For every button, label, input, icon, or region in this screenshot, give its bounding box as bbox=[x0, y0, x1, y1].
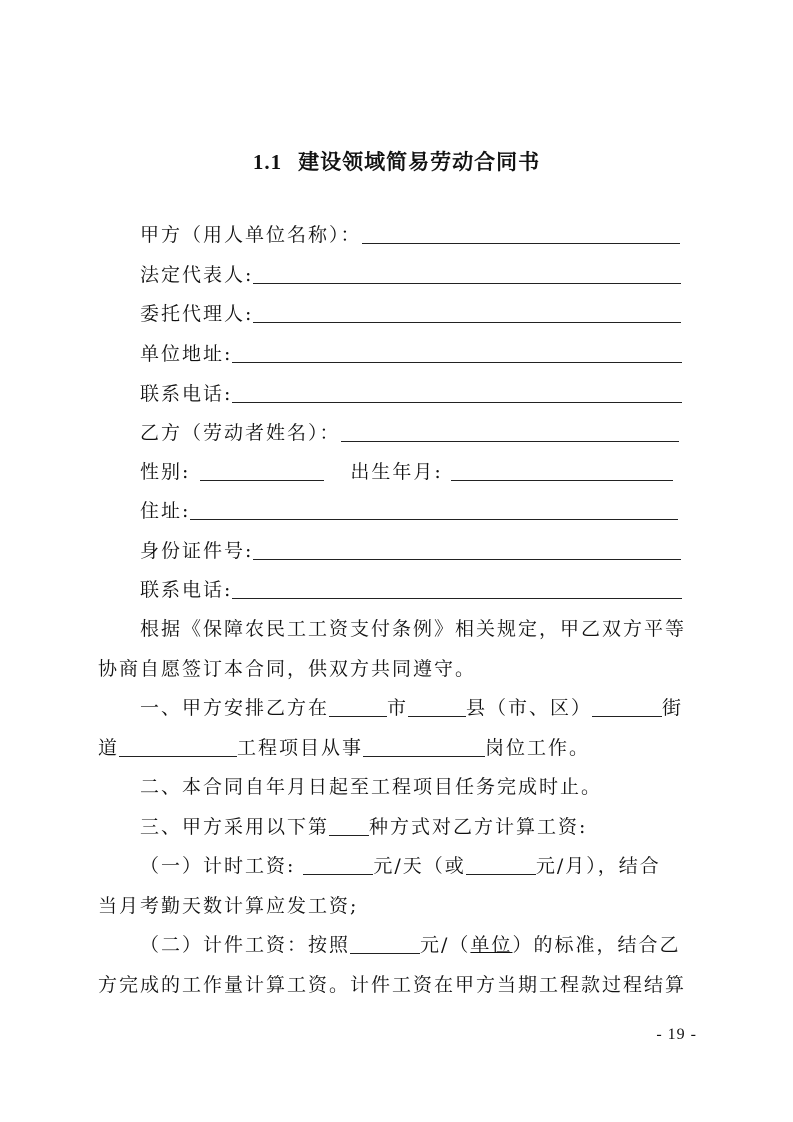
blank-monthly-wage[interactable] bbox=[466, 856, 536, 875]
page-number: - 19 - bbox=[656, 1026, 697, 1043]
field-phone-b bbox=[140, 577, 682, 603]
blank-piece-rate[interactable] bbox=[350, 935, 420, 954]
field-label: 乙方（劳动者姓名）： bbox=[140, 422, 341, 444]
section-number: 1.1 bbox=[252, 150, 283, 174]
paragraph-2-line-2: 道 工程项目从事 岗位工作。 bbox=[98, 737, 591, 759]
field-address bbox=[140, 341, 682, 367]
field-label: 单位地址: bbox=[140, 343, 233, 365]
field-label: 联系电话: bbox=[140, 579, 233, 601]
field-id bbox=[140, 538, 681, 564]
blank-phone-b[interactable] bbox=[232, 580, 682, 599]
blank-party-a[interactable] bbox=[362, 225, 680, 244]
blank-daily-wage[interactable] bbox=[303, 856, 373, 875]
field-label: 甲方（用人单位名称）： bbox=[140, 224, 362, 246]
field-party-a bbox=[140, 222, 680, 248]
blank-residence[interactable] bbox=[190, 501, 678, 520]
blank-birth[interactable] bbox=[451, 462, 673, 481]
blank-phone-a[interactable] bbox=[232, 384, 682, 403]
blank-id[interactable] bbox=[253, 541, 681, 560]
field-label: 出生年月: bbox=[350, 461, 443, 483]
paragraph-3: 二、本合同自年月日起至工程项目任务完成时止。 bbox=[140, 776, 603, 798]
title-text: 建设领域简易劳动合同书 bbox=[298, 150, 541, 174]
blank-county[interactable] bbox=[408, 698, 466, 717]
blank-gender[interactable] bbox=[200, 462, 324, 481]
blank-post[interactable] bbox=[363, 738, 485, 757]
field-label: 住址: bbox=[140, 500, 191, 522]
field-gender-birth bbox=[140, 459, 673, 485]
field-label: 身份证件号: bbox=[140, 540, 254, 562]
paragraph-2-line-1: 一、甲方安排乙方在 市 县（市、区） 街 bbox=[140, 697, 684, 719]
paragraph-1-line-1: 根据《保障农民工工资支付条例》相关规定，甲乙双方平等 bbox=[140, 618, 687, 640]
paragraph-6-line-2: 方完成的工作量计算工资。计件工资在甲方当期工程款过程结算 bbox=[98, 974, 687, 996]
page-title bbox=[0, 146, 793, 176]
paragraph-6-line-1: （二）计件工资：按照 元/（ 单位 ）的标准，结合乙 bbox=[140, 934, 681, 956]
paragraph-5-line-1: （一）计时工资: 元/天（或 元/月），结合 bbox=[140, 855, 661, 877]
paragraph-4: 三、甲方采用以下第 种方式对乙方计算工资: bbox=[140, 816, 588, 838]
field-legal-rep bbox=[140, 262, 681, 288]
field-party-b bbox=[140, 420, 679, 446]
field-label: 性别: bbox=[140, 461, 191, 483]
field-label: 联系电话: bbox=[140, 383, 233, 405]
blank-city[interactable] bbox=[329, 698, 387, 717]
field-label: 委托代理人: bbox=[140, 303, 254, 325]
paragraph-5-line-2: 当月考勤天数计算应发工资; bbox=[98, 895, 359, 917]
blank-party-b[interactable] bbox=[341, 423, 679, 442]
field-label: 法定代表人: bbox=[140, 264, 254, 286]
field-phone-a bbox=[140, 381, 682, 407]
blank-legal-rep[interactable] bbox=[253, 265, 681, 284]
field-residence bbox=[140, 498, 678, 524]
blank-address[interactable] bbox=[232, 344, 682, 363]
blank-agent[interactable] bbox=[253, 304, 681, 323]
paragraph-1-line-2: 协商自愿签订本合同，供双方共同遵守。 bbox=[98, 658, 477, 680]
blank-project[interactable] bbox=[119, 738, 237, 757]
blank-street[interactable] bbox=[592, 698, 662, 717]
field-agent bbox=[140, 301, 681, 327]
blank-method[interactable] bbox=[329, 817, 369, 836]
